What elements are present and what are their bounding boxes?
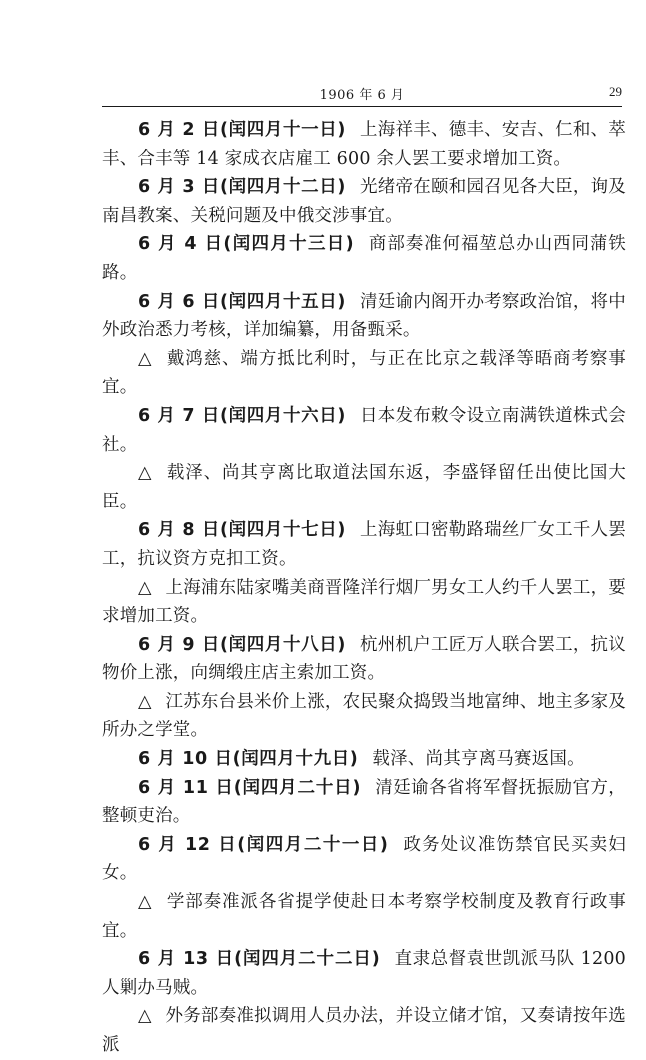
- entry-text: 载泽、尚其亨离马赛返国。: [372, 749, 585, 770]
- entry-date: 6 月 7 日(闰四月十六日): [138, 405, 347, 426]
- entry: [102, 945, 626, 1002]
- header-rule: [102, 106, 622, 107]
- entry-text: 外务部奏准拟调用人员办法，并设立储才馆，又奏请按年选派: [102, 1006, 626, 1055]
- entry-text: 杭州机户工匠万人联合罢工，抗议物价上涨，向绸缎庄店主索加工资。: [102, 634, 626, 684]
- entry-date: 6 月 9 日(闰四月十八日): [138, 634, 347, 655]
- entry-text: 上海浦东陆家嘴美商晋隆洋行烟厂男女工人约千人罢工，要求增加工资。: [102, 577, 626, 627]
- entry: [102, 402, 626, 459]
- entry: [102, 459, 626, 516]
- entry-date: 6 月 11 日(闰四月二十日): [138, 777, 362, 798]
- entry-date: 6 月 4 日(闰四月十三日): [138, 234, 355, 255]
- entry: [102, 173, 626, 230]
- entry-text: 直隶总督袁世凯派马队 1200 人剿办马贼。: [102, 949, 626, 998]
- triangle-marker-icon: △: [138, 348, 153, 369]
- entry: [102, 774, 626, 831]
- header-title: 1906 年 6 月: [319, 88, 405, 103]
- entry-text: 日本发布敕令设立南满铁道株式会社。: [102, 405, 626, 455]
- entry: [102, 574, 626, 631]
- entry: [102, 230, 626, 287]
- entry: [102, 116, 626, 173]
- entry-date: 6 月 10 日(闰四月十九日): [138, 749, 359, 770]
- entry: [102, 888, 626, 945]
- entry-text: 商部奏准何福堃总办山西同蒲铁路。: [102, 234, 626, 283]
- entry-text: 光绪帝在颐和园召见各大臣，询及南昌教案、关税问题及中俄交涉事宜。: [102, 177, 626, 226]
- entry: [102, 516, 626, 573]
- entry: [102, 688, 626, 745]
- entry-text: 政务处议准饬禁官民买卖妇女。: [102, 834, 626, 884]
- triangle-marker-icon: △: [138, 892, 153, 913]
- entry-text: 学部奏准派各省提学使赴日本考察学校制度及教育行政事宜。: [102, 892, 626, 941]
- entry-text: 上海祥丰、德丰、安吉、仁和、萃丰、合丰等 14 家成衣店雇工 600 余人罢工要求增加工资。: [102, 120, 626, 169]
- entry-text: 清廷谕内阁开办考察政治馆，将中外政治悉力考核，详加编纂，用备甄采。: [102, 291, 626, 341]
- triangle-marker-icon: △: [138, 1006, 152, 1027]
- running-header: [102, 84, 622, 108]
- entry-date: 6 月 3 日(闰四月十二日): [138, 177, 347, 198]
- entry: [102, 345, 626, 402]
- entry-date: 6 月 12 日(闰四月二十一日): [138, 834, 389, 855]
- entry-text: 载泽、尚其亨离比取道法国东返，李盛铎留任出使比国大臣。: [102, 463, 626, 512]
- entry-text: 江苏东台县米价上涨，农民聚众捣毁当地富绅、地主多家及所办之学堂。: [102, 691, 626, 741]
- entry: [102, 631, 626, 688]
- entry: [102, 288, 626, 345]
- triangle-marker-icon: △: [138, 577, 152, 598]
- entry: [102, 831, 626, 888]
- page-number: 29: [609, 84, 622, 99]
- entry: [102, 1002, 626, 1059]
- triangle-marker-icon: △: [138, 691, 152, 712]
- entry-text: 上海虹口密勒路瑞丝厂女工千人罢工，抗议资方克扣工资。: [102, 520, 626, 569]
- entry-text: 戴鸿慈、端方抵比利时，与正在比京之载泽等晤商考察事宜。: [102, 348, 626, 398]
- chronology-body: [102, 116, 626, 1060]
- triangle-marker-icon: △: [138, 463, 153, 484]
- entry-date: 6 月 13 日(闰四月二十二日): [138, 949, 381, 970]
- entry-date: 6 月 8 日(闰四月十七日): [138, 520, 347, 541]
- entry-date: 6 月 6 日(闰四月十五日): [138, 291, 347, 312]
- entry-text: 清廷谕各省将军督抚振励官方，整顿吏治。: [102, 777, 626, 827]
- entry-date: 6 月 2 日(闰四月十一日): [138, 120, 347, 140]
- entry: [102, 745, 626, 774]
